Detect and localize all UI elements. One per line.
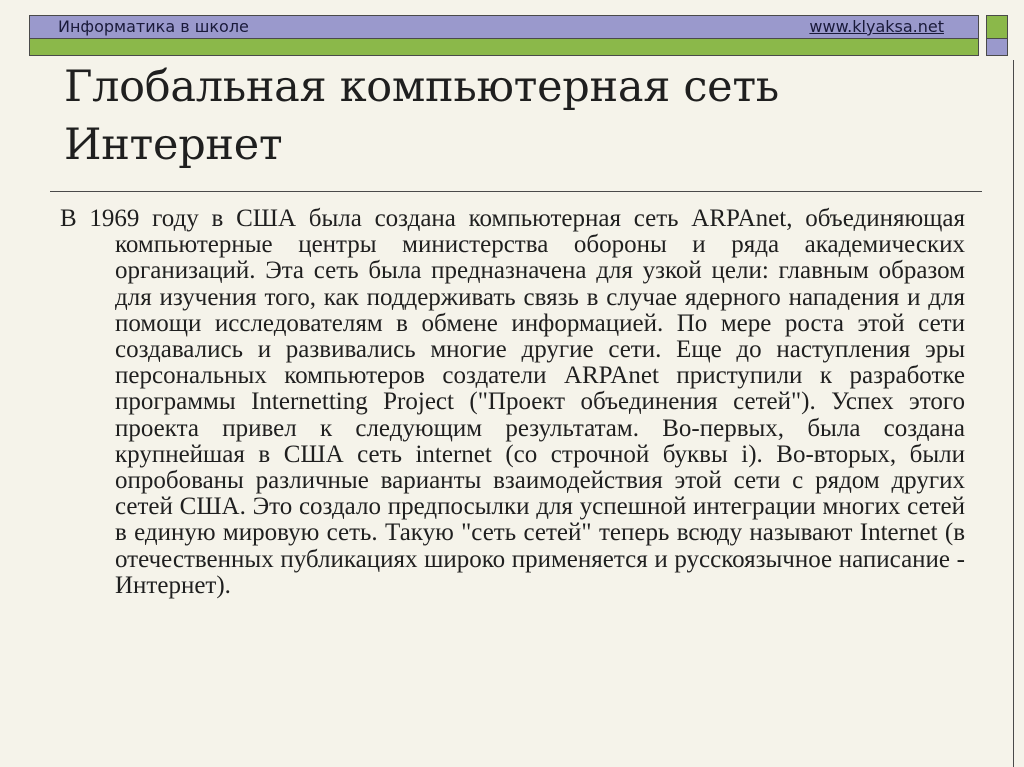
site-url-link[interactable]: www.klyaksa.net — [809, 17, 944, 36]
header-bar — [29, 15, 979, 39]
site-title: Информатика в школе — [58, 17, 249, 36]
corner-block-bottom — [986, 38, 1008, 56]
header-accent-bar — [29, 38, 979, 56]
slide-title: Глобальная компьютерная сеть Интернет — [64, 62, 779, 170]
slide-body-text: В 1969 году в США была создана компьютерная сеть ARPAnet, объединяющая компьютерные центры министерства обороны и ряда академических организаций. Эта сеть была предназначена для узкой цели: главным образом для изучения того, как поддерживать связь в случае ядерного нападения и для помощи исследователям в обмене информацией. По мере роста этой сети создавались и развивались многие другие сети. Еще до наступления эры персональных компьютеров создатели ARPAnet приступили к разработке программы Internetting Project ("Проект объединения сетей"). Успех этого проекта привел к следующим результатам. Во-первых, была создана крупнейшая в США сеть internet (со строчной буквы i). Во-вторых, были опробованы различные варианты взаимодействия этой сети с рядом других сетей США. Это создало предпосылки для успешной интеграции многих сетей в единую мировую сеть. Такую "сеть сетей" теперь всюду называют Internet (в отечественных публикациях широко применяется и русскоязычное написание - Интернет). — [60, 205, 965, 599]
side-divider — [1013, 60, 1014, 767]
corner-block-top — [986, 15, 1008, 39]
title-divider — [50, 191, 982, 192]
